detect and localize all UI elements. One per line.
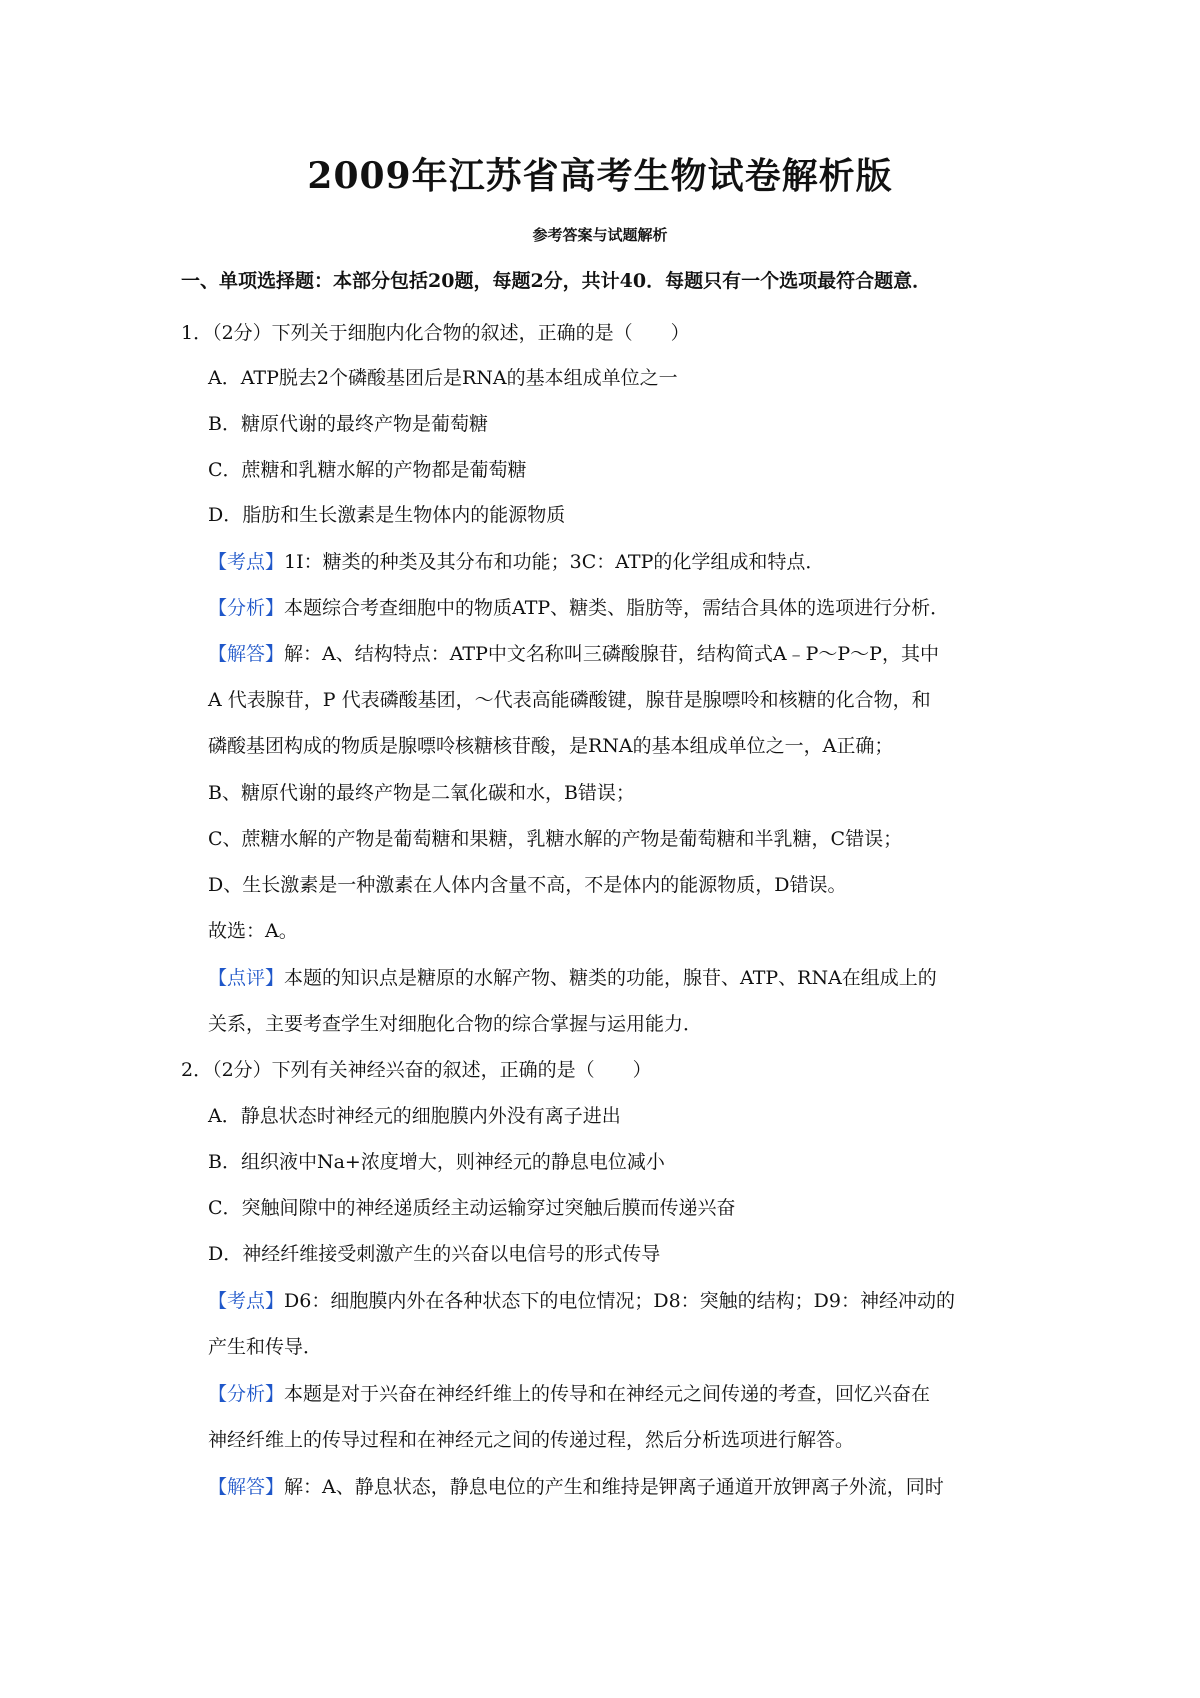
q1-dianping-line: 关系，主要考查学生对细胞化合物的综合掌握与运用能力． (208, 1013, 703, 1035)
page-subtitle: 参考答案与试题解析 (532, 226, 668, 244)
q1-option-d: D．脂肪和生长激素是生物体内的能源物质 (208, 504, 566, 526)
q1-jieda-line: 磷酸基团构成的物质是腺嘌呤核糖核苷酸，是RNA的基本组成单位之一，A正确； (208, 735, 894, 757)
q1-dianping (208, 965, 937, 991)
q1-kaodian (208, 549, 824, 575)
q1-fenxi-tag: 【分析】 (208, 597, 285, 619)
q2-option-a: A．静息状态时神经元的细胞膜内外没有离子进出 (208, 1105, 621, 1127)
q1-jieda-line: 解：A、结构特点：ATP中文名称叫三磷酸腺苷，结构简式A﹣P～P～P，其中 (284, 643, 939, 665)
q2-kaodian-line: 产生和传导． (208, 1336, 323, 1358)
q2-fenxi-tag: 【分析】 (208, 1383, 285, 1405)
q1-option-a: A．ATP脱去2个磷酸基团后是RNA的基本组成单位之一 (208, 367, 678, 389)
q1-stem: 1．（2分）下列关于细胞内化合物的叙述，正确的是（ ） (181, 322, 690, 344)
q2-jieda-tag: 【解答】 (208, 1476, 285, 1498)
q1-option-b: B．糖原代谢的最终产物是葡萄糖 (208, 413, 488, 435)
q1-jieda-line: B、糖原代谢的最终产物是二氧化碳和水，B错误； (208, 782, 635, 804)
q2-jieda-text: 解：A、静息状态，静息电位的产生和维持是钾离子通道开放钾离子外流，同时 (284, 1476, 944, 1498)
q1-fenxi (208, 595, 949, 621)
q1-kaodian-text: 1I：糖类的种类及其分布和功能；3C：ATP的化学组成和特点． (284, 551, 825, 573)
q2-stem: 2．（2分）下列有关神经兴奋的叙述，正确的是（ ） (181, 1059, 652, 1081)
q1-answer: 故选：A。 (208, 920, 298, 942)
q1-option-c: C．蔗糖和乳糖水解的产物都是葡萄糖 (208, 459, 527, 481)
q2-fenxi (208, 1381, 930, 1407)
q1-dianping-tag: 【点评】 (208, 967, 285, 989)
page-title: 2009年江苏省高考生物试卷解析版 (307, 155, 893, 197)
q1-kaodian-tag: 【考点】 (208, 551, 285, 573)
q2-kaodian (208, 1288, 955, 1314)
q2-option-d: D．神经纤维接受刺激产生的兴奋以电信号的形式传导 (208, 1243, 661, 1265)
q1-jieda-line: C、蔗糖水解的产物是葡萄糖和果糖，乳糖水解的产物是葡萄糖和半乳糖，C错误； (208, 828, 903, 850)
q1-jieda-line: A 代表腺苷，P 代表磷酸基团，～代表高能磷酸键，腺苷是腺嘌呤和核糖的化合物，和 (208, 689, 931, 711)
section-heading: 一、单项选择题：本部分包括20题，每题2分，共计40．每题只有一个选项最符合题意． (181, 270, 932, 292)
q2-kaodian-line: D6：细胞膜内外在各种状态下的电位情况；D8：突触的结构；D9：神经冲动的 (284, 1290, 955, 1312)
q1-jieda-tag: 【解答】 (208, 643, 285, 665)
q2-kaodian-tag: 【考点】 (208, 1290, 285, 1312)
q2-fenxi-line: 神经纤维上的传导过程和在神经元之间的传递过程，然后分析选项进行解答。 (208, 1429, 855, 1451)
q1-jieda-line: D、生长激素是一种激素在人体内含量不高，不是体内的能源物质，D错误。 (208, 874, 847, 896)
q2-option-b: B．组织液中Na+浓度增大，则神经元的静息电位减小 (208, 1151, 665, 1173)
q2-option-c: C．突触间隙中的神经递质经主动运输穿过突触后膜而传递兴奋 (208, 1197, 736, 1219)
q1-fenxi-text: 本题综合考查细胞中的物质ATP、糖类、脂肪等，需结合具体的选项进行分析． (284, 597, 950, 619)
q2-jieda (208, 1474, 944, 1500)
q1-dianping-line: 本题的知识点是糖原的水解产物、糖类的功能，腺苷、ATP、RNA在组成上的 (284, 967, 937, 989)
q1-jieda (208, 641, 939, 667)
q2-fenxi-line: 本题是对于兴奋在神经纤维上的传导和在神经元之间传递的考查，回忆兴奋在 (284, 1383, 931, 1405)
